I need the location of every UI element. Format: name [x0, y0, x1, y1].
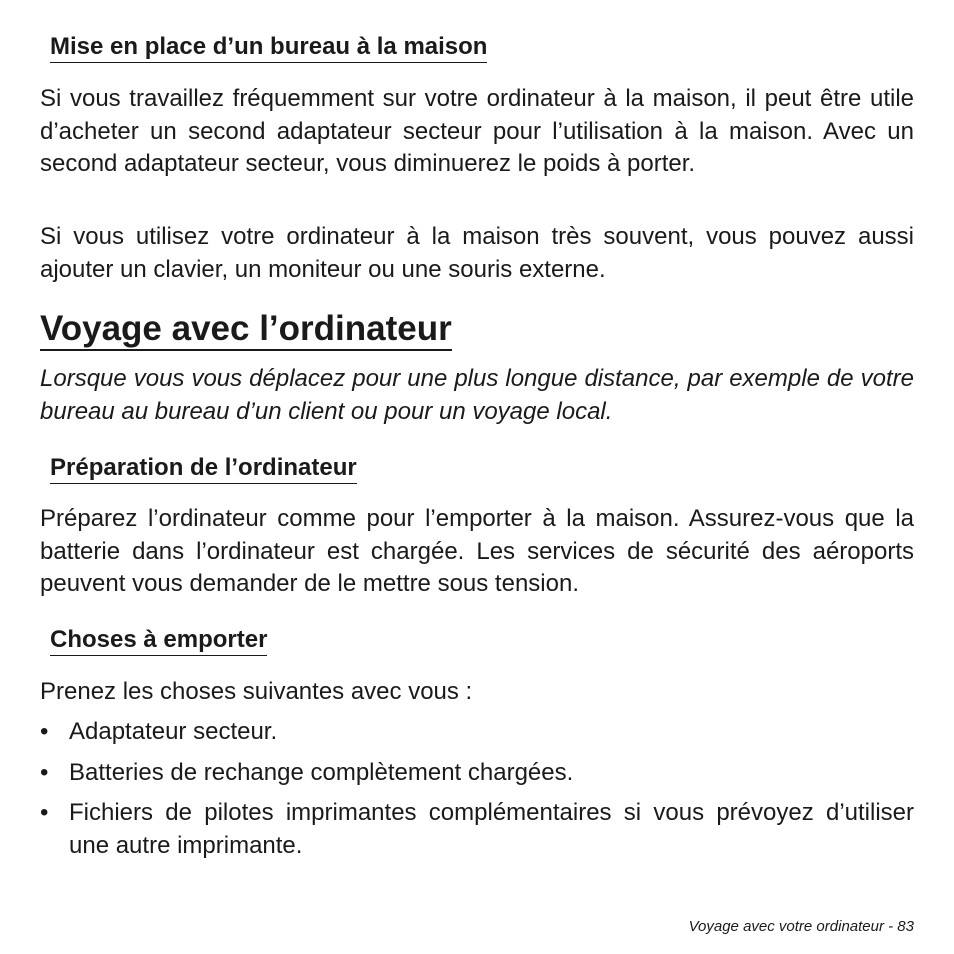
heading-home-office: Mise en place d’un bureau à la maison — [50, 33, 487, 63]
paragraph-home-office-1: Si vous travaillez fréquemment sur votre ordinateur à la maison, il peut être utile d’acheter un second adaptateur secteur pour l’utilisation à la maison. Avec un second adaptateur secteur, vous diminuerez le poids à porter. — [40, 85, 914, 177]
heading-things-to-bring: Choses à emporter — [50, 626, 267, 656]
bullet-icon: • — [40, 758, 49, 786]
list-item — [40, 716, 914, 749]
paragraph-travel-intro: Lorsque vous vous déplacez pour une plus longue distance, par exemple de votre bureau au bureau d’un client ou pour un voyage local. — [40, 365, 914, 425]
bullet-icon: • — [40, 799, 49, 826]
bullet-list-things — [40, 716, 914, 870]
heading-preparation: Préparation de l’ordinateur — [50, 454, 357, 484]
paragraph-preparation: Préparez l’ordinateur comme pour l’emporter à la maison. Assurez-vous que la batterie dans l’ordinateur est chargée. Les services de sécurité des aéroports peuvent vous demander de le mettre sous tension. — [40, 505, 914, 597]
list-item — [40, 757, 914, 790]
chapter-title-travel: Voyage avec l’ordinateur — [40, 309, 452, 351]
paragraph-home-office-2: Si vous utilisez votre ordinateur à la maison très souvent, vous pouvez aussi ajouter un clavier, un moniteur ou une souris externe. — [40, 223, 914, 283]
page-footer: Voyage avec votre ordinateur - 83 — [688, 918, 914, 935]
list-item-text: Fichiers de pilotes imprimantes complémentaires si vous prévoyez d’utiliser une autre imprimante. — [69, 799, 914, 859]
list-item-text: Adaptateur secteur. — [69, 718, 278, 745]
list-item — [40, 797, 914, 862]
list-item-text: Batteries de rechange complètement chargées. — [69, 758, 574, 786]
bullet-icon: • — [40, 718, 49, 745]
paragraph-things-intro: Prenez les choses suivantes avec vous : — [40, 678, 473, 705]
